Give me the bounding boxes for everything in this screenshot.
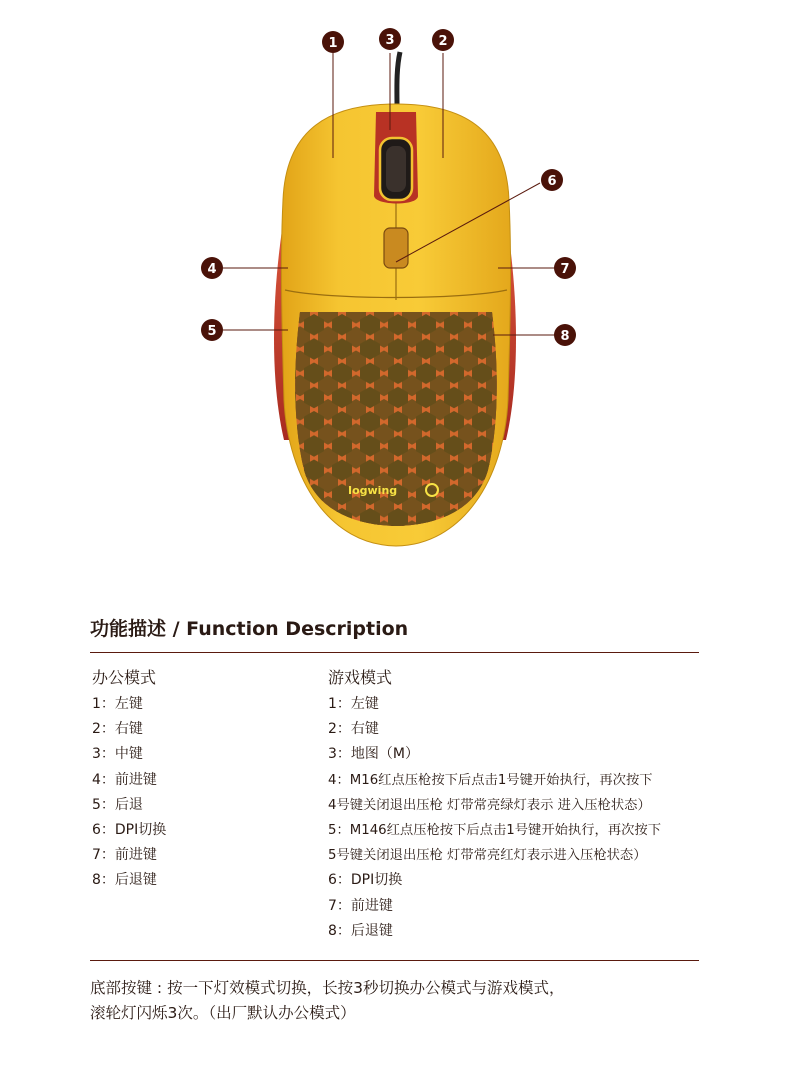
office-mode-item: 8：后退键: [92, 872, 157, 889]
mouse-cable: [397, 52, 400, 106]
callout-6: [541, 169, 563, 191]
office-mode-item: 7：前进键: [92, 847, 157, 864]
svg-text:3: 3: [385, 33, 395, 48]
callout-2: [432, 29, 454, 51]
office-mode-item: 1：左键: [92, 696, 143, 712]
svg-text:2: 2: [438, 34, 448, 49]
callout-7: [554, 257, 576, 279]
game-mode-item: 8：后退键: [328, 922, 393, 939]
office-mode-heading: 办公模式: [92, 668, 157, 687]
svg-text:5: 5: [207, 324, 217, 339]
logo-text: Iogwing: [348, 484, 398, 497]
bottom-button-description: [90, 976, 564, 1026]
office-mode-item: 3：中键: [92, 746, 143, 763]
svg-text:8: 8: [560, 329, 570, 344]
game-mode-item: 7：前进键: [328, 897, 393, 914]
game-mode-item: 2：右键: [328, 721, 379, 738]
game-mode-item: 3：地图（M）: [328, 746, 419, 763]
svg-text:6: 6: [547, 174, 557, 189]
game-mode-item: 4号键关闭退出压枪 灯带常亮绿灯表示 进入压枪状态）: [328, 797, 651, 813]
office-mode-item: 5：后退: [92, 796, 143, 813]
office-mode-item: 2：右键: [92, 721, 143, 738]
callout-1: [322, 31, 344, 53]
section-title: 功能描述 / Function Description: [90, 618, 409, 640]
office-mode-column: [92, 666, 166, 894]
game-mode-item: 5号键关闭退出压枪 灯带常亮红灯表示进入压枪状态）: [328, 848, 647, 864]
footer-divider: [90, 960, 699, 961]
bottom-button-line-2: 滚轮灯闪烁3次。（出厂默认办公模式）: [90, 1004, 356, 1022]
game-mode-heading: 游戏模式: [328, 668, 393, 687]
office-mode-item: 4：前进键: [92, 771, 157, 788]
callout-4: [201, 257, 223, 279]
office-mode-item: 6：DPI切换: [92, 822, 167, 839]
svg-text:7: 7: [560, 262, 570, 277]
title-divider: [90, 652, 699, 653]
game-mode-item: 4：M16红点压枪按下后点击1号键开始执行，再次按下: [328, 772, 653, 788]
svg-text:1: 1: [328, 36, 338, 51]
bottom-button-line-1: 底部按键 : 按一下灯效模式切换，长按3秒切换办公模式与游戏模式，: [90, 979, 565, 997]
svg-text:4: 4: [207, 262, 217, 277]
game-mode-item: 6：DPI切换: [328, 872, 403, 889]
game-mode-column: [328, 666, 661, 944]
callout-5: [201, 319, 223, 341]
game-mode-item: 1：左键: [328, 696, 379, 712]
callout-3: [379, 28, 401, 50]
game-mode-item: 5：M146红点压枪按下后点击1号键开始执行，再次按下: [328, 823, 662, 839]
callout-8: [554, 324, 576, 346]
